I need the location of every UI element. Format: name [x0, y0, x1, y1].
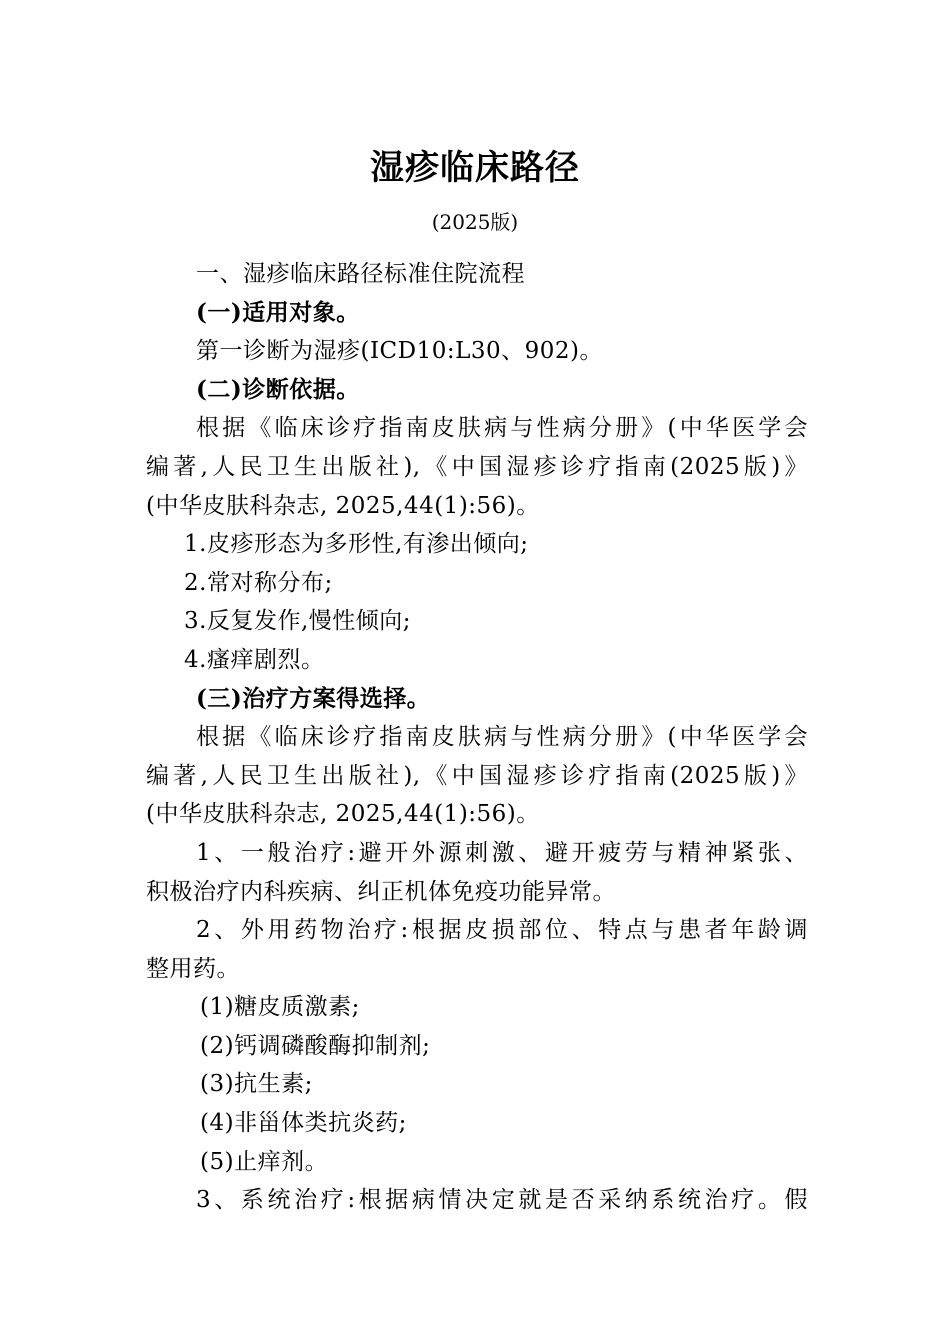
paragraph-line: 整用药。: [146, 955, 240, 982]
paragraph-line: 积极治疗内科疾病、纠正机体免疫功能异常。: [146, 878, 616, 905]
list-item: (5)止痒剂。: [200, 1148, 329, 1175]
paragraph-line: (中华皮肤科杂志, 2025,44(1):56)。: [146, 492, 540, 519]
paragraph-line: 编著,人民卫生出版社),《中国湿疹诊疗指南(2025版)》: [146, 453, 808, 480]
list-item: 4.瘙痒剧烈。: [184, 646, 325, 673]
list-item: (3)抗生素;: [200, 1071, 313, 1098]
subsection-heading: (三)治疗方案得选择。: [196, 684, 431, 712]
list-item: 1.皮疹形态为多形性,有渗出倾向;: [184, 531, 529, 558]
document-title: 湿疹临床路径: [370, 148, 580, 188]
document-subtitle: (2025版): [431, 210, 519, 234]
list-item: 3.反复发作,慢性倾向;: [184, 608, 412, 635]
list-item: 2.常对称分布;: [184, 569, 333, 596]
paragraph-line: 3、系统治疗:根据病情决定就是否采纳系统治疗。假: [196, 1187, 808, 1214]
document-body: [146, 255, 808, 1220]
paragraph-line: 编著,人民卫生出版社),《中国湿疹诊疗指南(2025版)》: [146, 762, 808, 789]
paragraph-line: 第一诊断为湿疹(ICD10:L30、902)。: [196, 338, 604, 365]
paragraph-line: 1、一般治疗:避开外源刺激、避开疲劳与精神紧张、: [196, 839, 808, 866]
paragraph-line: 根据《临床诊疗指南皮肤病与性病分册》(中华医学会: [196, 415, 808, 442]
section-heading: 一、湿疹临床路径标准住院流程: [196, 261, 525, 287]
list-item: (1)糖皮质激素;: [200, 994, 360, 1021]
list-item: (4)非甾体类抗炎药;: [200, 1110, 407, 1137]
paragraph-line: (中华皮肤科杂志, 2025,44(1):56)。: [146, 801, 540, 828]
paragraph-line: 根据《临床诊疗指南皮肤病与性病分册》(中华医学会: [196, 724, 808, 751]
subsection-heading: (一)适用对象。: [196, 298, 360, 326]
list-item: (2)钙调磷酸酶抑制剂;: [200, 1032, 431, 1059]
paragraph-line: 2、外用药物治疗:根据皮损部位、特点与患者年龄调: [196, 917, 808, 944]
subsection-heading: (二)诊断依据。: [196, 375, 360, 403]
